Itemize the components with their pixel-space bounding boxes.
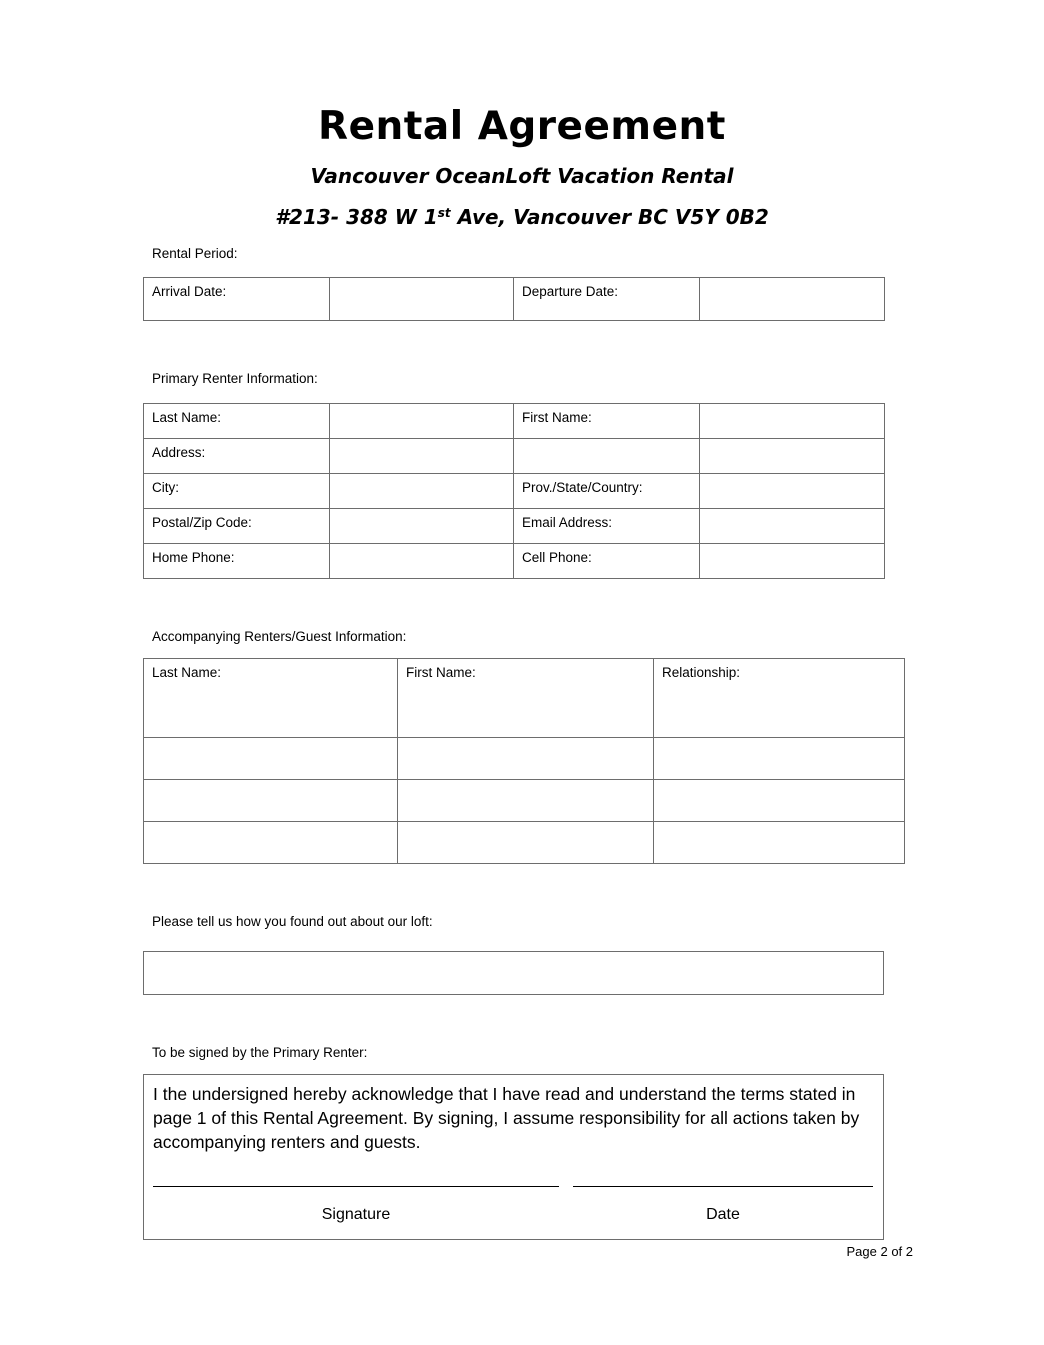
found-out-input[interactable]	[143, 951, 884, 995]
last-name-field[interactable]	[330, 404, 514, 439]
rental-period-table	[143, 277, 885, 321]
document-subtitle: Vancouver OceanLoft Vacation Rental	[310, 164, 734, 188]
rental-period-label: Rental Period:	[152, 246, 238, 261]
date-line[interactable]	[573, 1186, 873, 1187]
guest-relationship-header: Relationship:	[654, 659, 905, 738]
guest-first-name-field[interactable]	[398, 780, 654, 822]
found-out-label: Please tell us how you found out about our loft:	[152, 914, 433, 929]
city-field[interactable]	[330, 474, 514, 509]
address-suffix: Ave, Vancouver BC V5Y 0B2	[450, 205, 769, 229]
guest-last-name-header: Last Name:	[144, 659, 398, 738]
table-row	[144, 439, 885, 474]
address-superscript: st	[437, 206, 451, 220]
first-name-field[interactable]	[700, 404, 885, 439]
table-row	[144, 780, 905, 822]
address-label: Address:	[144, 439, 330, 474]
page-title: Rental Agreement	[318, 104, 726, 149]
first-name-label: First Name:	[514, 404, 700, 439]
document-address	[0, 200, 1044, 230]
email-address-field[interactable]	[700, 509, 885, 544]
table-row	[144, 738, 905, 780]
guest-first-name-field[interactable]	[398, 822, 654, 864]
province-state-country-field[interactable]	[700, 474, 885, 509]
arrival-date-field[interactable]	[330, 278, 514, 321]
arrival-date-label: Arrival Date:	[144, 278, 330, 321]
home-phone-field[interactable]	[330, 544, 514, 579]
table-row	[144, 404, 885, 439]
signature-caption: Signature	[321, 1206, 391, 1223]
acknowledgement-text: I the undersigned hereby acknowledge that I have read and understand the terms stated in page 1 of this Rental Agreement. By signing, I assume responsibility for all actions taken by accompanying renters and guests.	[153, 1084, 860, 1152]
to-be-signed-label: To be signed by the Primary Renter:	[152, 1045, 368, 1060]
primary-renter-label: Primary Renter Information:	[152, 371, 318, 386]
province-state-country-label: Prov./State/Country:	[514, 474, 700, 509]
guest-first-name-field[interactable]	[398, 738, 654, 780]
address-label-secondary	[514, 439, 700, 474]
guest-relationship-field[interactable]	[654, 780, 905, 822]
primary-renter-table	[143, 403, 885, 579]
signature-line[interactable]	[153, 1186, 559, 1187]
page-footer: Page 2 of 2	[846, 1244, 913, 1259]
cell-phone-label: Cell Phone:	[514, 544, 700, 579]
guest-information-table	[143, 658, 905, 864]
guest-relationship-field[interactable]	[654, 822, 905, 864]
address-prefix: #213- 388 W 1	[275, 205, 438, 229]
guest-last-name-field[interactable]	[144, 822, 398, 864]
home-phone-label: Home Phone:	[144, 544, 330, 579]
cell-phone-field[interactable]	[700, 544, 885, 579]
address-field-secondary[interactable]	[700, 439, 885, 474]
signature-block	[143, 1074, 884, 1240]
table-row	[144, 474, 885, 509]
email-address-label: Email Address:	[514, 509, 700, 544]
table-row	[144, 509, 885, 544]
guest-first-name-header: First Name:	[398, 659, 654, 738]
table-row	[144, 278, 885, 321]
postal-zip-label: Postal/Zip Code:	[144, 509, 330, 544]
address-field[interactable]	[330, 439, 514, 474]
last-name-label: Last Name:	[144, 404, 330, 439]
city-label: City:	[144, 474, 330, 509]
table-row	[144, 544, 885, 579]
departure-date-label: Departure Date:	[514, 278, 700, 321]
table-row	[144, 822, 905, 864]
guest-last-name-field[interactable]	[144, 738, 398, 780]
guest-last-name-field[interactable]	[144, 780, 398, 822]
guest-information-label: Accompanying Renters/Guest Information:	[152, 629, 407, 644]
departure-date-field[interactable]	[700, 278, 885, 321]
table-header-row	[144, 659, 905, 738]
date-caption: Date	[706, 1206, 740, 1223]
postal-zip-field[interactable]	[330, 509, 514, 544]
guest-relationship-field[interactable]	[654, 738, 905, 780]
